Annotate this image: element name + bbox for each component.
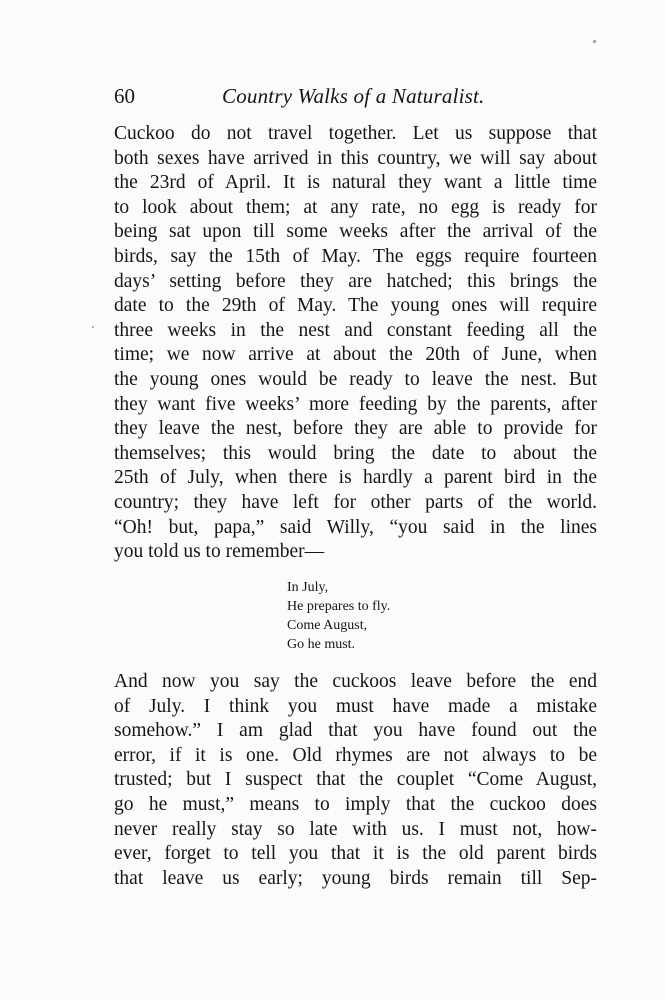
paragraph-1 bbox=[114, 122, 597, 565]
text-line: trusted; but I suspect that the couplet “Come August, bbox=[114, 769, 597, 791]
verse-line: He prepares to fly. bbox=[287, 599, 391, 614]
text-line: they want five weeks’ more feeding by the parents, after bbox=[114, 393, 597, 415]
text-line: error, if it is one. Old rhymes are not always to be bbox=[114, 744, 597, 766]
text-line: three weeks in the nest and constant feeding all the bbox=[114, 319, 597, 341]
text-line: Cuckoo do not travel together. Let us suppose that bbox=[114, 123, 597, 144]
text-line: the 23rd of April. It is natural they want a little time bbox=[114, 172, 597, 194]
text-line: both sexes have arrived in this country, we will say about bbox=[114, 147, 597, 169]
text-line: birds, say the 15th of May. The eggs require fourteen bbox=[114, 245, 597, 267]
paper-speck bbox=[593, 40, 596, 43]
text-line: time; we now arrive at about the 20th of June, when bbox=[114, 344, 597, 366]
verse-quote bbox=[287, 578, 390, 654]
text-line: date to the 29th of May. The young ones will require bbox=[114, 295, 597, 317]
text-line: that leave us early; young birds remain till Sep- bbox=[114, 867, 597, 889]
page-header bbox=[114, 84, 600, 114]
text-line: the young ones would be ready to leave the nest. But bbox=[114, 368, 597, 390]
verse-line: Come August, bbox=[287, 618, 368, 633]
verse-line: In July, bbox=[287, 580, 329, 595]
text-line: ever, forget to tell you that it is the old parent birds bbox=[114, 843, 597, 865]
text-line: “Oh! but, papa,” said Willy, “you said in the lines bbox=[114, 516, 597, 538]
text-line: you told us to remember— bbox=[114, 541, 325, 563]
text-line: being sat upon till some weeks after the arrival of the bbox=[114, 221, 597, 243]
text-line: days’ setting before they are hatched; this brings the bbox=[114, 270, 597, 292]
verse-line: Go he must. bbox=[287, 637, 356, 652]
text-line: never really stay so late with us. I must not, how- bbox=[114, 818, 597, 840]
text-line: of July. I think you must have made a mistake bbox=[114, 695, 597, 717]
text-line: to look about them; at any rate, no egg is ready for bbox=[114, 196, 597, 218]
text-line: themselves; this would bring the date to about the bbox=[114, 442, 597, 464]
text-line: somehow.” I am glad that you have found out the bbox=[114, 720, 597, 742]
text-line: And now you say the cuckoos leave before the end bbox=[114, 671, 597, 692]
paragraph-2 bbox=[114, 670, 597, 891]
text-line: 25th of July, when there is hardly a parent bird in the bbox=[114, 467, 597, 489]
running-title: Country Walks of a Naturalist. bbox=[222, 84, 485, 108]
paper-speck bbox=[92, 326, 94, 328]
page-number: 60 bbox=[114, 84, 135, 108]
text-line: country; they have left for other parts of the world. bbox=[114, 491, 597, 513]
text-line: they leave the nest, before they are able to provide for bbox=[114, 418, 597, 440]
text-line: go he must,” means to imply that the cuckoo does bbox=[114, 793, 597, 815]
